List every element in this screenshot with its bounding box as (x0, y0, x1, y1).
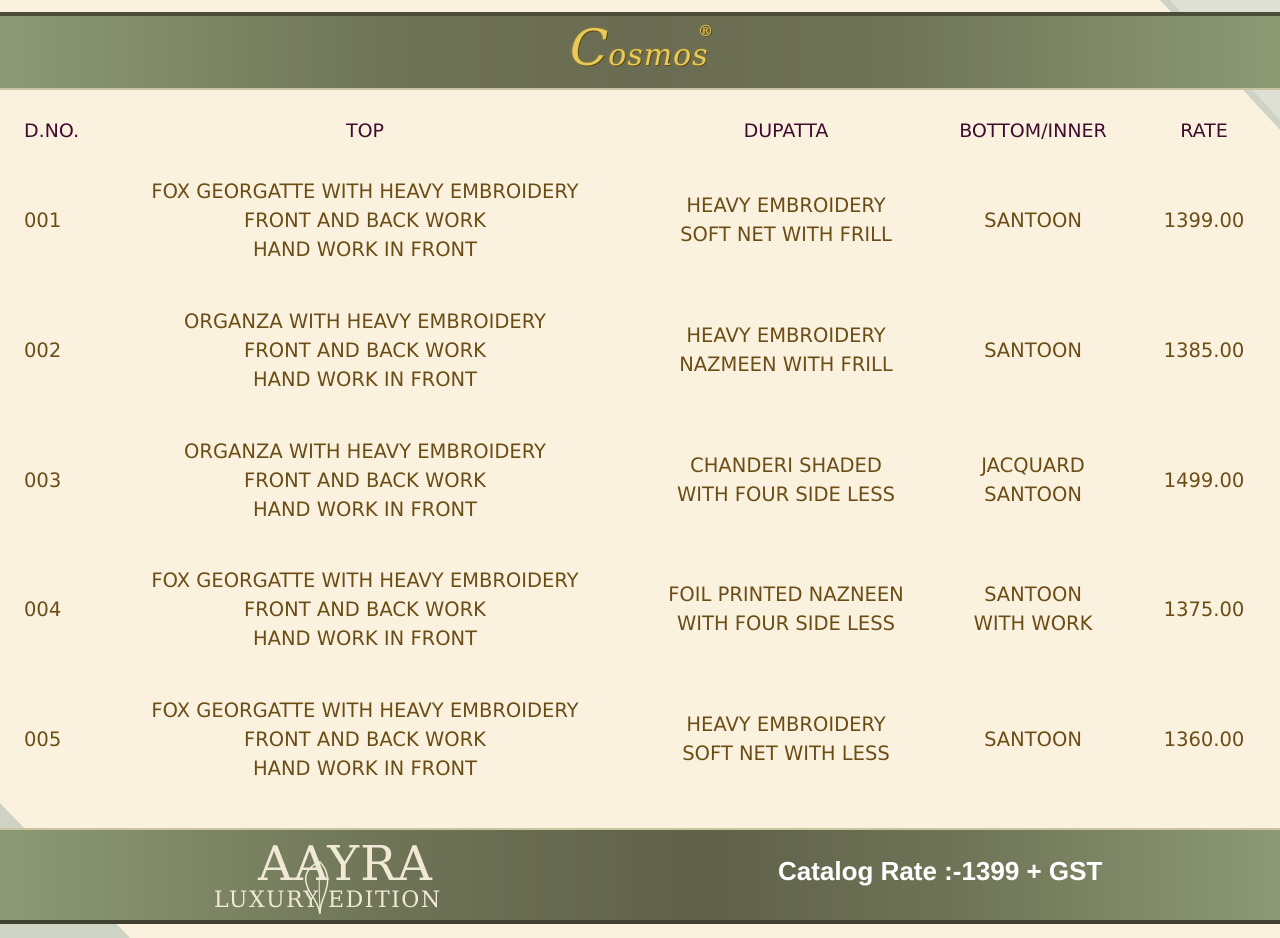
logo-text: osmos (608, 38, 709, 73)
cell-top-line: ORGANZA WITH HEAVY EMBROIDERY (184, 439, 546, 463)
cell-top-line: FRONT AND BACK WORK (244, 468, 486, 492)
cell-dupatta (650, 554, 922, 664)
table-row (0, 295, 1280, 405)
cell-bottom-line: SANTOON (984, 583, 1082, 606)
cell-dno-value: 002 (24, 338, 62, 362)
cell-dupatta (650, 165, 922, 275)
cell-dno-value: 004 (24, 597, 62, 621)
table-row (0, 425, 1280, 535)
cell-rate-value: 1360.00 (1163, 727, 1245, 751)
cell-bottom (940, 554, 1126, 664)
column-header-dupatta: DUPATTA (743, 120, 829, 142)
cell-rate-value: 1499.00 (1163, 468, 1245, 492)
cell-dupatta (650, 684, 922, 794)
cell-rate (1150, 554, 1258, 664)
cell-dupatta-line: SOFT NET WITH LESS (682, 742, 890, 765)
cell-top-line: FOX GEORGATTE WITH HEAVY EMBROIDERY (151, 179, 579, 203)
column-header-dno: D.NO. (24, 120, 80, 142)
cell-rate (1150, 295, 1258, 405)
cell-dupatta-line: NAZMEEN WITH FRILL (679, 353, 893, 376)
cell-dupatta-line: HEAVY EMBROIDERY (686, 713, 886, 736)
cell-dupatta-line: SOFT NET WITH FRILL (680, 223, 892, 246)
cell-rate (1150, 425, 1258, 535)
table-row (0, 684, 1280, 794)
cell-dupatta-line: HEAVY EMBROIDERY (686, 324, 886, 347)
cell-top-line: FRONT AND BACK WORK (244, 597, 486, 621)
cell-bottom-line: JACQUARD (981, 454, 1085, 477)
cell-top (130, 295, 600, 405)
brand-edition: LUXURY EDITION (214, 888, 442, 913)
cell-rate (1150, 165, 1258, 275)
column-header-bottom: BOTTOM/INNER (959, 120, 1107, 142)
cell-top (130, 425, 600, 535)
cell-top-line: HAND WORK IN FRONT (252, 237, 478, 261)
cell-dupatta-line: WITH FOUR SIDE LESS (677, 612, 895, 635)
brand-name: AAYRA (258, 836, 433, 892)
cell-bottom-line: SANTOON (984, 483, 1082, 506)
cell-bottom (940, 684, 1126, 794)
logo-initial: C (570, 19, 609, 77)
cell-dupatta-line: CHANDERI SHADED (690, 454, 882, 477)
cell-top-line: FRONT AND BACK WORK (244, 338, 486, 362)
cell-dno (24, 684, 61, 794)
cell-top-line: FOX GEORGATTE WITH HEAVY EMBROIDERY (151, 568, 579, 592)
table-row (0, 554, 1280, 664)
cell-top (130, 165, 600, 275)
cell-bottom-line: SANTOON (984, 727, 1082, 751)
cell-top-line: FOX GEORGATTE WITH HEAVY EMBROIDERY (151, 698, 579, 722)
cell-bottom (940, 295, 1126, 405)
cell-bottom (940, 165, 1126, 275)
cell-bottom-line: SANTOON (984, 338, 1082, 362)
cell-dupatta-line: WITH FOUR SIDE LESS (677, 483, 895, 506)
catalog-rate: Catalog Rate :-1399 + GST (778, 856, 1103, 886)
cell-top-line: HAND WORK IN FRONT (252, 756, 478, 780)
cell-rate-value: 1375.00 (1163, 597, 1245, 621)
cell-bottom-line: WITH WORK (973, 612, 1093, 635)
cell-rate-value: 1385.00 (1163, 338, 1245, 362)
cell-top (130, 554, 600, 664)
cell-top-line: HAND WORK IN FRONT (252, 626, 478, 650)
cell-top (130, 684, 600, 794)
cell-top-line: ORGANZA WITH HEAVY EMBROIDERY (184, 309, 546, 333)
cell-dno (24, 295, 61, 405)
cell-dno-value: 003 (24, 468, 62, 492)
cell-dno (24, 425, 61, 535)
cell-top-line: HAND WORK IN FRONT (252, 497, 478, 521)
column-header-rate: RATE (1180, 120, 1228, 142)
table-row (0, 165, 1280, 275)
cell-dupatta-line: HEAVY EMBROIDERY (686, 194, 886, 217)
registered-mark: ® (698, 22, 713, 40)
cell-bottom (940, 425, 1126, 535)
cell-dno-value: 001 (24, 208, 62, 232)
cell-dno (24, 165, 61, 275)
cell-dno (24, 554, 61, 664)
column-header-top: TOP (345, 120, 385, 142)
cell-rate (1150, 684, 1258, 794)
cell-top-line: FRONT AND BACK WORK (244, 208, 486, 232)
cell-top-line: FRONT AND BACK WORK (244, 727, 486, 751)
cell-bottom-line: SANTOON (984, 208, 1082, 232)
cell-top-line: HAND WORK IN FRONT (252, 367, 478, 391)
cell-dupatta-line: FOIL PRINTED NAZNEEN (668, 583, 904, 606)
cell-dupatta (650, 425, 922, 535)
cell-rate-value: 1399.00 (1163, 208, 1245, 232)
cell-dno-value: 005 (24, 727, 62, 751)
brand-logo (570, 18, 730, 78)
cell-dupatta (650, 295, 922, 405)
